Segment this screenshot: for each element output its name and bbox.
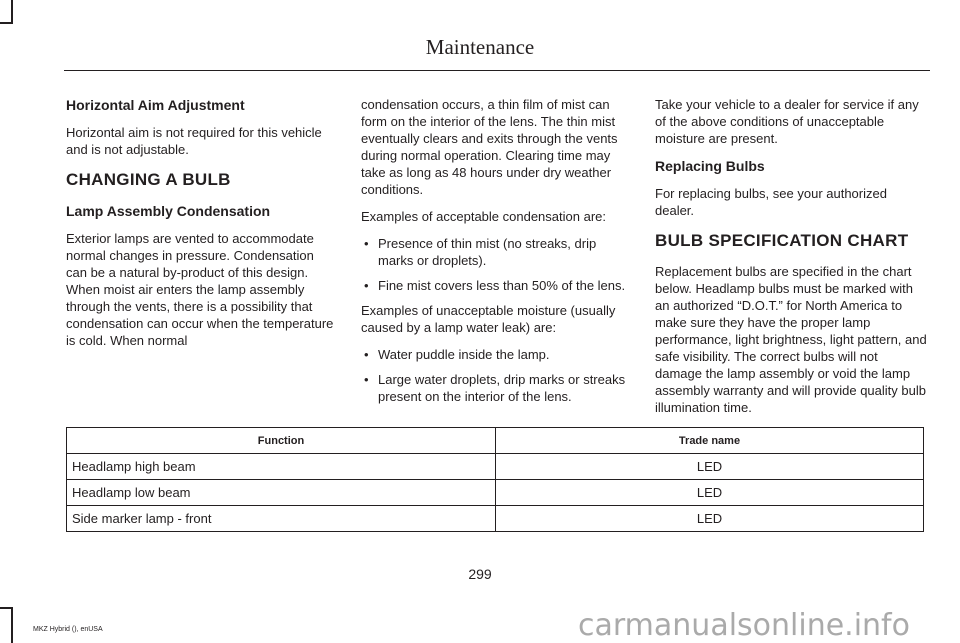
edition-label: MKZ Hybrid (), enUSA [33,626,103,633]
crop-mark-bottom-left-h [0,607,13,609]
paragraph-dealer-service: Take your vehicle to a dealer for service if any of the above conditions of unacceptable moisture are present. [655,97,919,146]
table-header-row [67,428,924,454]
paragraph-horizontal-aim: Horizontal aim is not required for this vehicle and is not adjustable. [66,125,322,157]
table-row [67,480,924,506]
acceptable-intro: Examples of acceptable condensation are: [361,209,606,224]
column-2 [361,96,633,413]
column-3 [655,96,927,426]
table-row [67,454,924,480]
heading-bulb-chart: BULB SPECIFICATION CHART [655,231,909,250]
heading-horizontal-aim: Horizontal Aim Adjustment [66,97,245,113]
heading-replacing-bulbs: Replacing Bulbs [655,158,765,174]
bulb-spec-table [66,427,924,532]
list-item: • Large water droplets, drip marks or streaks present on the interior of the lens. [364,372,626,404]
watermark: carmanualsonline.info [578,608,910,643]
acceptable-list [361,235,633,294]
header-divider [64,70,930,71]
crop-mark-top-left-h [0,22,13,24]
paragraph-condensation: Exterior lamps are vented to accommodate normal changes in pressure. Condensation can be a natural by-product of this design. When moist air enters the lamp assembly through the vents, there is a possibility that condensation can occur when the temperature is cold. When normal [66,231,334,348]
list-item: • Fine mist covers less than 50% of the lens. [364,278,626,293]
heading-lamp-condensation: Lamp Assembly Condensation [66,203,271,219]
cell-trade-name: LED [496,480,924,506]
page-number: 299 [468,566,492,582]
cell-function: Headlamp high beam [67,454,496,480]
crop-mark-bottom-left-v [11,607,13,643]
unacceptable-list [361,346,633,405]
cell-function: Side marker lamp - front [67,506,496,532]
page-header-title: Maintenance [425,35,535,59]
unacceptable-intro: Examples of unacceptable moisture (usually caused by a lamp water leak) are: [361,303,616,335]
list-item: • Water puddle inside the lamp. [364,347,550,362]
paragraph-replacing-bulbs: For replacing bulbs, see your authorized dealer. [655,186,887,218]
bullet-icon: • [364,236,369,251]
column-header-trade-name: Trade name [496,428,924,454]
bullet-icon: • [364,278,369,293]
heading-changing-a-bulb: CHANGING A BULB [66,170,231,189]
cell-function: Headlamp low beam [67,480,496,506]
paragraph-condensation-continued: condensation occurs, a thin film of mist can form on the interior of the lens. The thin mist eventually clears and exits through the vents during normal operation. Clearing time may take as long as 48 hours under dry weather conditions. [361,97,618,197]
crop-mark-top-left-v [11,0,13,22]
bullet-icon: • [364,347,369,362]
bullet-icon: • [364,372,369,387]
list-item: • Presence of thin mist (no streaks, drip marks or droplets). [364,236,597,268]
cell-trade-name: LED [496,454,924,480]
column-1 [66,96,338,359]
paragraph-bulb-chart: Replacement bulbs are specified in the chart below. Headlamp bulbs must be marked with an authorized “D.O.T.” for North America to make sure they have the proper lamp performance, light brightness, light pattern, and safe visibility. The correct bulbs will not damage the lamp assembly or void the lamp assembly warranty and will provide quality bulb illumination time. [655,264,927,415]
table-row [67,506,924,532]
cell-trade-name: LED [496,506,924,532]
column-header-function: Function [67,428,496,454]
